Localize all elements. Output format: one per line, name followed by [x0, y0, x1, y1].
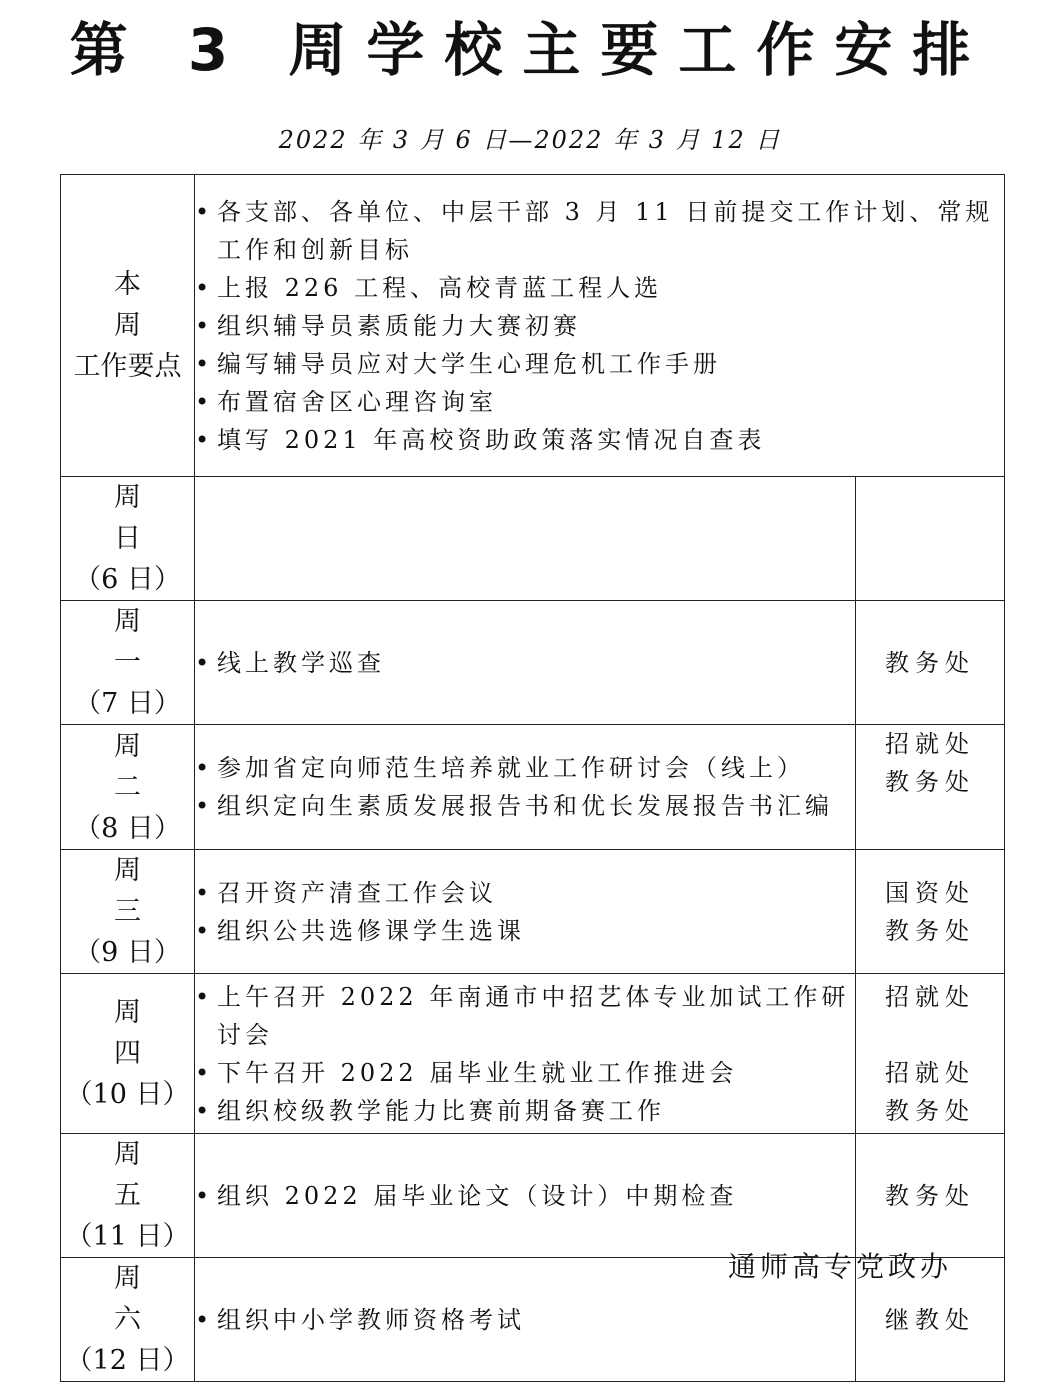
- day-tasks: [195, 601, 856, 725]
- day-depts: 国资处 教务处: [856, 850, 1005, 974]
- focus-row: [61, 175, 1005, 477]
- day-depts: 招就处 教务处: [856, 725, 1005, 850]
- day-tasks: [195, 477, 856, 601]
- list-item: • 召开资产清查工作会议: [195, 878, 497, 907]
- day-cell: 周四 （10 日）: [61, 974, 195, 1134]
- day-tasks: [195, 850, 856, 974]
- day-depts: 招就处 招就处 教务处: [856, 974, 1005, 1134]
- day-cell: 周三 （9 日）: [61, 850, 195, 974]
- list-item: • 上午召开 2022 年南通市中招艺体专业加试工作研讨会: [195, 982, 850, 1049]
- list-item: • 组织 2022 届毕业论文（设计）中期检查: [195, 1181, 738, 1210]
- day-tasks: [195, 974, 856, 1134]
- list-item: • 组织公共选修课学生选课: [195, 916, 525, 945]
- table-row: [61, 850, 1005, 974]
- day-depts: 教务处: [856, 1134, 1005, 1258]
- list-item: • 组织定向生素质发展报告书和优长发展报告书汇编: [195, 792, 833, 820]
- day-cell: 周五 （11 日）: [61, 1134, 195, 1258]
- day-tasks: [195, 725, 856, 850]
- day-tasks: [195, 1134, 856, 1258]
- list-item: • 组织中小学教师资格考试: [195, 1305, 525, 1334]
- list-item: • 上报 226 工程、高校青蓝工程人选: [195, 273, 663, 302]
- date-range: 2022 年 3 月 6 日—2022 年 3 月 12 日: [278, 126, 782, 154]
- list-item: • 组织辅导员素质能力大赛初赛: [195, 311, 581, 340]
- footer-signature: 通师高专党政办: [728, 1250, 953, 1283]
- day-depts: 教务处: [856, 601, 1005, 725]
- day-cell: 周六 （12 日）: [61, 1258, 195, 1382]
- day-cell: 周二 （8 日）: [61, 725, 195, 850]
- table-row: [61, 477, 1005, 601]
- list-item: • 组织校级教学能力比赛前期备赛工作: [195, 1096, 665, 1125]
- day-cell: 周日 （6 日）: [61, 477, 195, 601]
- list-item: • 布置宿舍区心理咨询室: [195, 387, 497, 416]
- focus-label-line1: 本周: [114, 269, 191, 341]
- day-depts: 继教处: [856, 1258, 1005, 1382]
- focus-label: [61, 175, 195, 477]
- list-item: • 编写辅导员应对大学生心理危机工作手册: [195, 349, 721, 378]
- list-item: • 各支部、各单位、中层干部 3 月 11 日前提交工作计划、常规工作和创新目标: [195, 197, 994, 264]
- table-row: [61, 601, 1005, 725]
- focus-list: [195, 175, 1005, 477]
- list-item: • 填写 2021 年高校资助政策落实情况自查表: [195, 425, 766, 454]
- schedule-table: [60, 174, 1005, 1382]
- page-title: 第 3 周学校主要工作安排: [69, 16, 991, 84]
- day-cell: 周一 （7 日）: [61, 601, 195, 725]
- table-row: [61, 1134, 1005, 1258]
- list-item: • 线上教学巡查: [195, 648, 385, 677]
- focus-label-line2: 工作要点: [73, 351, 182, 382]
- table-row: [61, 974, 1005, 1134]
- list-item: • 参加省定向师范生培养就业工作研讨会（线上）: [195, 754, 805, 782]
- list-item: • 下午召开 2022 届毕业生就业工作推进会: [195, 1058, 738, 1087]
- day-depts: [856, 477, 1005, 601]
- table-row: [61, 725, 1005, 850]
